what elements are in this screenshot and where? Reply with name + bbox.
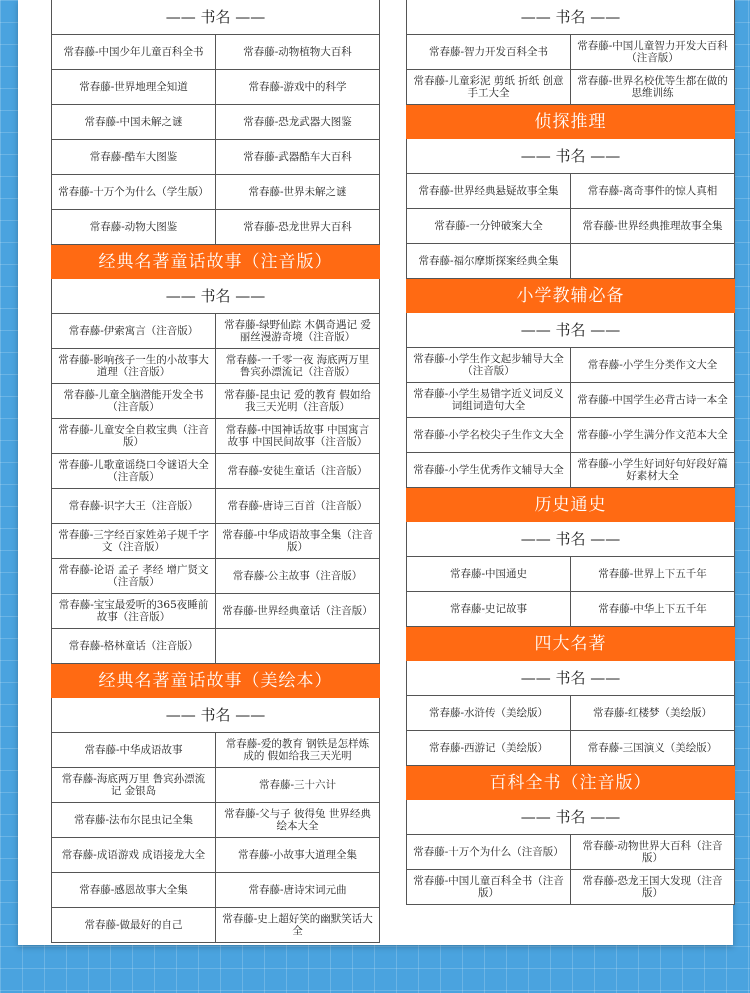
book-title-cell: 常春藤-感恩故事大全集	[79, 884, 188, 896]
book-title-cell: 常春藤-儿童彩泥 剪纸 折纸 创意手工大全	[413, 75, 564, 99]
book-title-cell: 常春藤-武器酷车大百科	[215, 140, 379, 174]
book-title-cell: 常春藤-父与子 彼得兔 世界经典绘本大全	[215, 803, 379, 837]
table-header: —— 书名 ——	[52, 279, 379, 314]
table-row	[407, 835, 734, 870]
table-row	[52, 210, 379, 244]
table-header: —— 书名 ——	[407, 661, 734, 696]
book-table	[406, 0, 735, 105]
book-title-cell: 常春藤-中国通史	[449, 568, 528, 580]
section-title: 四大名著	[406, 627, 735, 661]
book-title-cell: 常春藤-三国演义（美绘版）	[570, 731, 734, 765]
book-title-cell: 常春藤-小学生优秀作文辅导大全	[413, 464, 564, 476]
table-row	[52, 454, 379, 489]
book-title-cell: 常春藤-离奇事件的惊人真相	[570, 174, 734, 208]
table-row	[52, 384, 379, 419]
book-title-cell: 常春藤-游戏中的科学	[215, 70, 379, 104]
table-header: —— 书名 ——	[407, 0, 734, 35]
book-title-cell: 常春藤-儿童全脑潜能开发全书（注音版）	[63, 389, 204, 413]
book-title-cell: 常春藤-动物世界大百科（注音版）	[570, 835, 734, 869]
book-title-cell: 常春藤-儿童安全自救宝典（注音版）	[58, 424, 209, 448]
book-table	[406, 313, 735, 488]
table-header: —— 书名 ——	[407, 800, 734, 835]
right-column	[406, 0, 735, 905]
section-title: 百科全书（注音版）	[406, 766, 735, 800]
table-row	[407, 418, 734, 453]
book-title-cell: 常春藤-小学生作文起步辅导大全（注音版）	[413, 353, 564, 377]
book-title-cell: 常春藤-一分钟破案大全	[434, 220, 543, 232]
book-title-cell: 常春藤-红楼梦（美绘版）	[570, 696, 734, 730]
table-header: —— 书名 ——	[407, 139, 734, 174]
book-title-cell: 常春藤-恐龙武器大图鉴	[215, 105, 379, 139]
book-title-cell: 常春藤-三十六计	[215, 768, 379, 802]
book-title-cell: 常春藤-小学生满分作文范本大全	[570, 418, 734, 452]
table-row	[52, 140, 379, 175]
table-row	[52, 733, 379, 768]
book-title-cell: 常春藤-小学生易错字近义词反义词组词造句大全	[413, 388, 564, 412]
book-title-cell: 常春藤-儿歌童谣绕口令谜语大全（注音版）	[58, 459, 209, 483]
book-title-cell: 常春藤-恐龙世界大百科	[215, 210, 379, 244]
book-title-cell: 常春藤-水浒传（美绘版）	[428, 707, 549, 719]
empty-cell	[215, 629, 379, 663]
book-title-cell: 常春藤-世界上下五千年	[570, 557, 734, 591]
book-title-cell: 常春藤-世界未解之谜	[215, 175, 379, 209]
book-title-cell: 常春藤-恐龙王国大发现（注音版）	[570, 870, 734, 904]
book-title-cell: 常春藤-中国学生必背古诗一本全	[570, 383, 734, 417]
book-title-cell: 常春藤-十万个为什么（注音版）	[413, 846, 564, 858]
section-title: 经典名著童话故事（注音版）	[51, 245, 380, 279]
book-title-cell: 常春藤-一千零一夜 海底两万里 鲁宾孙漂流记（注音版）	[215, 349, 379, 383]
table-row	[407, 35, 734, 70]
book-title-cell: 常春藤-成语游戏 成语接龙大全	[61, 849, 206, 861]
book-title-cell: 常春藤-史记故事	[449, 603, 528, 615]
book-title-cell: 常春藤-动物大图鉴	[89, 221, 178, 233]
table-row	[52, 175, 379, 210]
table-row	[52, 489, 379, 524]
book-title-cell: 常春藤-中国儿童智力开发大百科（注音版）	[570, 35, 734, 69]
section-title: 侦探推理	[406, 105, 735, 139]
book-table	[406, 139, 735, 279]
table-row	[407, 696, 734, 731]
book-title-cell: 常春藤-西游记（美绘版）	[428, 742, 549, 754]
table-row	[52, 314, 379, 349]
book-table	[406, 522, 735, 627]
book-title-cell: 常春藤-小学名校尖子生作文大全	[413, 429, 564, 441]
book-title-cell: 常春藤-中华上下五千年	[570, 592, 734, 626]
catalog-sheet	[18, 0, 733, 945]
book-title-cell: 常春藤-格林童话（注音版）	[68, 640, 199, 652]
table-row	[52, 524, 379, 559]
book-title-cell: 常春藤-公主故事（注音版）	[215, 559, 379, 593]
table-row	[52, 559, 379, 594]
table-row	[407, 453, 734, 487]
table-row	[52, 70, 379, 105]
table-row	[52, 873, 379, 908]
table-row	[407, 174, 734, 209]
table-row	[52, 629, 379, 663]
book-title-cell: 常春藤-世界经典推理故事全集	[570, 209, 734, 243]
section-title: 小学教辅必备	[406, 279, 735, 313]
table-row	[52, 35, 379, 70]
book-title-cell: 常春藤-昆虫记 爱的教育 假如给我三天光明（注音版）	[215, 384, 379, 418]
empty-cell	[570, 244, 734, 278]
book-table	[406, 661, 735, 766]
table-row	[52, 838, 379, 873]
table-row	[407, 557, 734, 592]
book-title-cell: 常春藤-世界地理全知道	[79, 81, 188, 93]
book-table	[51, 0, 380, 245]
table-header: —— 书名 ——	[52, 698, 379, 733]
book-title-cell: 常春藤-小学生好词好句好段好篇好素材大全	[570, 453, 734, 487]
table-header: —— 书名 ——	[407, 522, 734, 557]
book-title-cell: 常春藤-识字大王（注音版）	[68, 500, 199, 512]
book-title-cell: 常春藤-福尔摩斯探案经典全集	[418, 255, 559, 267]
book-title-cell: 常春藤-动物植物大百科	[215, 35, 379, 69]
table-row	[407, 348, 734, 383]
book-title-cell: 常春藤-智力开发百科全书	[428, 46, 549, 58]
book-title-cell: 常春藤-十万个为什么（学生版）	[58, 186, 209, 198]
table-header: —— 书名 ——	[52, 0, 379, 35]
table-row	[52, 803, 379, 838]
book-title-cell: 常春藤-三字经百家姓弟子规千字文（注音版）	[58, 529, 209, 553]
book-title-cell: 常春藤-小故事大道理全集	[215, 838, 379, 872]
table-row	[52, 105, 379, 140]
book-title-cell: 常春藤-宝宝最爱听的365夜睡前故事（注音版）	[58, 599, 209, 623]
table-row	[52, 768, 379, 803]
book-table	[51, 279, 380, 664]
table-row	[407, 731, 734, 765]
book-title-cell: 常春藤-海底两万里 鲁宾孙漂流记 金银岛	[61, 773, 206, 797]
table-row	[52, 419, 379, 454]
left-column	[51, 0, 380, 943]
book-title-cell: 常春藤-爱的教育 钢铁是怎样炼成的 假如给我三天光明	[215, 733, 379, 767]
book-title-cell: 常春藤-唐诗宋词元曲	[215, 873, 379, 907]
book-title-cell: 常春藤-世界经典悬疑故事全集	[418, 185, 559, 197]
table-row	[52, 908, 379, 942]
book-table	[406, 800, 735, 905]
book-title-cell: 常春藤-中国儿童百科全书（注音版）	[413, 875, 564, 899]
book-title-cell: 常春藤-安徒生童话（注音版）	[215, 454, 379, 488]
book-title-cell: 常春藤-伊索寓言（注音版）	[68, 325, 199, 337]
book-title-cell: 常春藤-史上超好笑的幽默笑话大全	[215, 908, 379, 942]
table-header: —— 书名 ——	[407, 313, 734, 348]
table-row	[52, 594, 379, 629]
book-title-cell: 常春藤-做最好的自己	[84, 919, 183, 931]
book-table	[51, 698, 380, 943]
table-row	[407, 592, 734, 626]
book-title-cell: 常春藤-中华成语故事全集（注音版）	[215, 524, 379, 558]
book-title-cell: 常春藤-影响孩子一生的小故事大道理（注音版）	[58, 354, 209, 378]
book-title-cell: 常春藤-法布尔昆虫记全集	[73, 814, 194, 826]
book-title-cell: 常春藤-中国神话故事 中国寓言故事 中国民间故事（注音版）	[215, 419, 379, 453]
book-title-cell: 常春藤-中国未解之谜	[84, 116, 183, 128]
book-title-cell: 常春藤-唐诗三百首（注音版）	[215, 489, 379, 523]
book-title-cell: 常春藤-世界经典童话（注音版）	[215, 594, 379, 628]
book-title-cell: 常春藤-酷车大图鉴	[89, 151, 178, 163]
book-title-cell: 常春藤-中华成语故事	[84, 744, 183, 756]
table-row	[407, 870, 734, 904]
section-title: 经典名著童话故事（美绘本）	[51, 664, 380, 698]
book-title-cell: 常春藤-绿野仙踪 木偶奇遇记 爱丽丝漫游奇境（注音版）	[215, 314, 379, 348]
table-row	[407, 209, 734, 244]
table-row	[407, 70, 734, 104]
book-title-cell: 常春藤-论语 孟子 孝经 增广贤文（注音版）	[58, 564, 209, 588]
section-title: 历史通史	[406, 488, 735, 522]
book-title-cell: 常春藤-中国少年儿童百科全书	[63, 46, 204, 58]
table-row	[407, 383, 734, 418]
book-title-cell: 常春藤-小学生分类作文大全	[570, 348, 734, 382]
table-row	[407, 244, 734, 278]
book-title-cell: 常春藤-世界名校优等生都在做的思维训练	[570, 70, 734, 104]
table-row	[52, 349, 379, 384]
